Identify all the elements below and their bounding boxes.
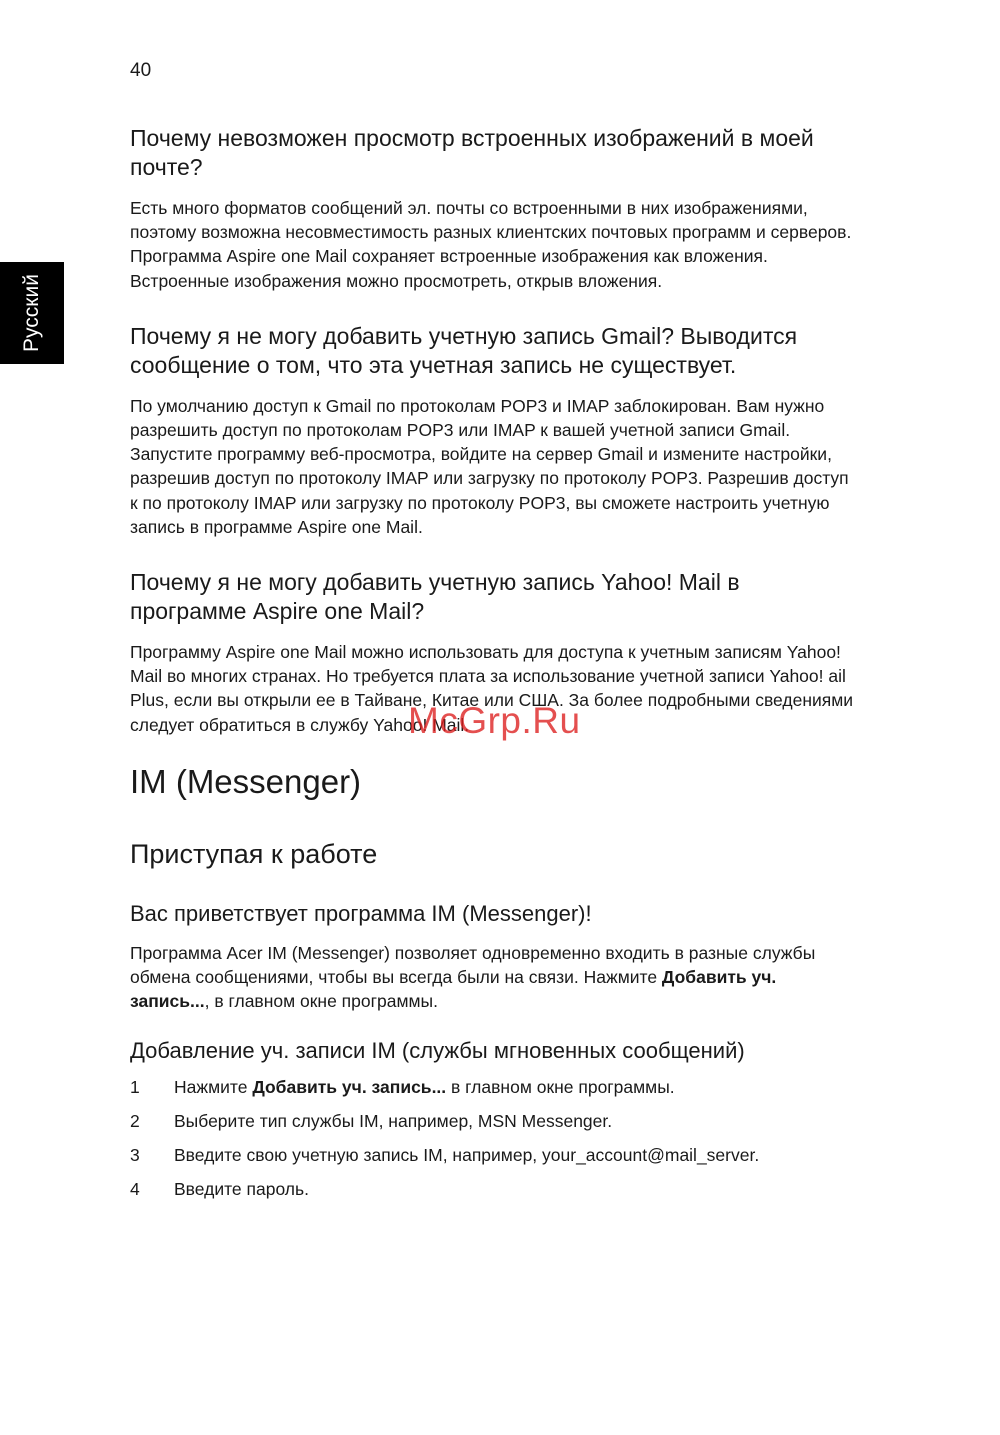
- faq-answer: Есть много форматов сообщений эл. почты со встроенными в них изображениями, поэтому возможна несовместимость разных клиентских почтовых программ и серверов. Программа Aspire one Mail сохраняет встроенные изображения как вложения. Встроенные изображения можно просмотреть, открыв вложения.: [130, 198, 852, 291]
- language-side-tab-label: Русский: [20, 274, 43, 352]
- add-account-steps: [130, 1075, 860, 1201]
- faq-answer: Программу Aspire one Mail можно использовать для доступа к учетным записям Yahoo! Mail во многих странах. Но требуется плата за использование учетной записи Yahoo! ail Plus, если вы открыли ее в Тайване, Китае или США. За более подробными сведениями следует обратиться в службу Yahoo! Mail.: [130, 642, 854, 735]
- step-item: [130, 1109, 860, 1133]
- step-number: 1: [130, 1077, 140, 1098]
- welcome-heading: Вас приветствует программа IM (Messenger)!: [130, 900, 592, 926]
- step-number: 3: [130, 1145, 140, 1166]
- step-text-before: Нажмите: [174, 1077, 253, 1098]
- step-text: Введите пароль.: [174, 1179, 310, 1200]
- step-item: [130, 1075, 860, 1099]
- add-account-command: Добавить уч. запись...: [252, 1077, 447, 1098]
- faq-gmail: [130, 322, 860, 539]
- faq-question: Почему я не могу добавить учетную запись Gmail? Выводится сообщение о том, что эта учетная запись не существует.: [130, 322, 798, 378]
- step-item: [130, 1143, 860, 1167]
- step-text-after: в главном окне программы.: [446, 1077, 675, 1098]
- page-number: 40: [130, 60, 152, 81]
- language-side-tab: [0, 262, 64, 364]
- step-text: Введите свою учетную запись IM, например, your_account@mail_server.: [174, 1145, 760, 1166]
- step-text: Выберите тип службы IM, например, MSN Messenger.: [174, 1111, 613, 1132]
- faq-embedded-images: [130, 124, 860, 293]
- step-number: 2: [130, 1111, 140, 1132]
- welcome-text: [130, 941, 860, 1014]
- chapter-title: IM (Messenger): [130, 762, 362, 800]
- section-title: Приступая к работе: [130, 838, 378, 869]
- watermark: McGrp.Ru: [408, 700, 581, 741]
- step-item: [130, 1177, 860, 1201]
- step-number: 4: [130, 1179, 140, 1200]
- faq-answer: По умолчанию доступ к Gmail по протоколам POP3 и IMAP заблокирован. Вам нужно разрешить доступ по протоколам POP3 или IMAP к вашей учетной записи Gmail. Запустите программу веб-просмотра, войдите на сервер Gmail и измените настройки, разрешив доступ по протоколу IMAP или загрузку по протоколу POP3. Разрешив доступ к по протоколу IMAP или загрузку по протоколу POP3, вы сможете настроить учетную запись в программе Aspire one Mail.: [130, 395, 849, 537]
- faq-question: Почему я не могу добавить учетную запись Yahoo! Mail в программе Aspire one Mail?: [130, 569, 740, 625]
- welcome-text-after: , в главном окне программы.: [204, 991, 438, 1012]
- add-account-heading: Добавление уч. записи IM (службы мгновенных сообщений): [130, 1038, 745, 1064]
- welcome-text-before: Программа Acer IM (Messenger) позволяет одновременно входить в разные службы обмена сообщениями, чтобы вы всегда были на связи. Нажмите: [130, 942, 816, 988]
- add-account-command: Добавить уч. запись...: [130, 967, 777, 1012]
- faq-question: Почему невозможен просмотр встроенных изображений в моей почте?: [130, 125, 814, 180]
- page-content: [130, 124, 860, 1211]
